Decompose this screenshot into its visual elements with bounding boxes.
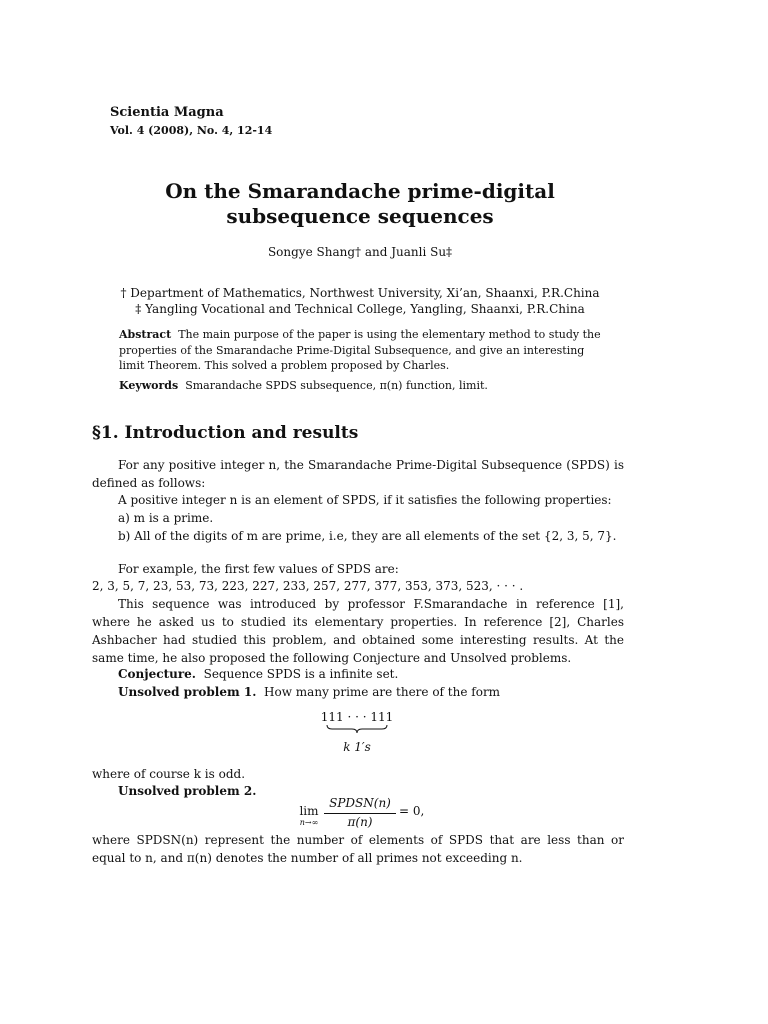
paragraph-definition: For any positive integer n, the Smarandache Prime-Digital Subsequence (SPDS) is defined as follows:	[92, 458, 624, 490]
abstract	[119, 327, 609, 374]
section-heading: §1. Introduction and results	[92, 423, 359, 443]
paragraph-element: A positive integer n is an element of SPDS, if it satisfies the following properties:	[118, 493, 612, 507]
underbrace-icon	[326, 724, 388, 734]
limit-subscript: n→∞	[299, 818, 319, 827]
keywords-label: Keywords	[119, 379, 179, 392]
property-b: b) All of the digits of m are prime, i.e, they are all elements of the set {2, 3, 5, 7}.	[118, 529, 617, 543]
sequence-values: 2, 3, 5, 7, 23, 53, 73, 223, 227, 233, 257, 277, 377, 353, 373, 523, · · · .	[92, 579, 524, 593]
problem-1	[118, 683, 500, 701]
paragraph-odd: where of course k is odd.	[92, 767, 246, 781]
paper-title-line1: On the Smarandache prime-digital	[165, 179, 555, 203]
problem-2-label: Unsolved problem 2.	[118, 784, 257, 798]
paper-title-line2: subsequence sequences	[226, 204, 494, 228]
authors: Songye Shang† and Juanli Su‡	[267, 245, 453, 259]
conjecture	[118, 665, 398, 683]
fraction-rhs: = 0,	[399, 804, 425, 818]
fraction-numerator: SPDSN(n)	[329, 796, 391, 810]
fraction-bar	[324, 813, 396, 814]
keywords	[119, 378, 609, 394]
affiliation-2: ‡ Yangling Vocational and Technical College, Yangling, Shaanxi, P.R.China	[135, 302, 585, 316]
keywords-text: Smarandache SPDS subsequence, π(n) function, limit.	[185, 379, 488, 392]
formula-ones-count: k 1′s	[343, 740, 371, 754]
formula-ones: 111 · · · 111	[320, 710, 394, 724]
problem-1-text: How many prime are there of the form	[264, 685, 501, 699]
abstract-label: Abstract	[119, 328, 172, 341]
problem-1-label: Unsolved problem 1.	[118, 685, 257, 699]
fraction-denominator: π(n)	[347, 815, 373, 829]
limit-symbol: lim	[299, 804, 319, 818]
conjecture-label: Conjecture.	[118, 667, 196, 681]
property-a: a) m is a prime.	[118, 511, 214, 525]
paragraph-history: This sequence was introduced by professor F.Smarandache in reference [1], where he asked us to studied its elementary properties. In reference [2], Charles Ashbacher had studied this problem, and obtained some interesting results. At the same time, he also proposed the following Conjecture and Unsolved problems.	[92, 597, 624, 665]
paragraph-example: For example, the first few values of SPDS are:	[118, 562, 399, 576]
journal-name: Scientia Magna	[110, 105, 224, 120]
journal-volume: Vol. 4 (2008), No. 4, 12-14	[110, 124, 273, 137]
affiliation-1: † Department of Mathematics, Northwest University, Xi’an, Shaanxi, P.R.China	[120, 286, 600, 300]
paragraph-definition-spdsn: where SPDSN(n) represent the number of elements of SPDS that are less than or equal to n, and π(n) denotes the number of all primes not exceeding n.	[92, 833, 624, 865]
abstract-text: The main purpose of the paper is using the elementary method to study the properties of the Smarandache Prime-Digital Subsequence, and give an interesting limit Theorem. This solved a problem proposed by Charles.	[119, 328, 601, 372]
conjecture-text: Sequence SPDS is a infinite set.	[203, 667, 399, 681]
